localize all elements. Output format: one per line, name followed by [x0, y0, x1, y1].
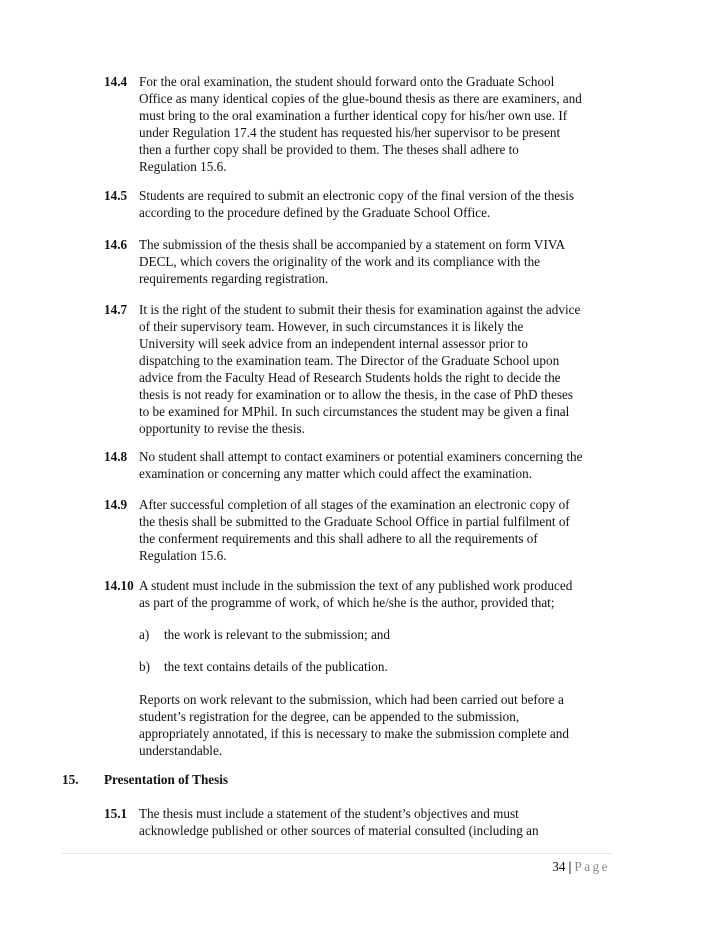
- list-item-text: the work is relevant to the submission; and: [164, 627, 390, 642]
- clause-line: Office as many identical copies of the glue-bound thesis as there are examiners, and: [139, 91, 582, 106]
- clause-line: under Regulation 17.4 the student has requested his/her supervisor to be present: [139, 125, 561, 140]
- list-marker: b): [139, 659, 150, 674]
- clause-line: No student shall attempt to contact examiners or potential examiners concerning the: [139, 449, 583, 464]
- clause-line: the conferment requirements and this shall adhere to all the requirements of: [139, 531, 538, 546]
- clause-number: 14.7: [104, 302, 128, 317]
- clause-line: must bring to the oral examination a further identical copy for his/her own use. If: [139, 108, 568, 123]
- section-title: Presentation of Thesis: [104, 772, 229, 787]
- clause-14-4: [104, 73, 624, 175]
- clause-number: 14.9: [104, 497, 128, 512]
- clause-line: the thesis shall be submitted to the Graduate School Office in partial fulfilment of: [139, 514, 570, 529]
- clause-number: 14.4: [104, 74, 128, 89]
- clause-line: DECL, which covers the originality of the work and its compliance with the: [139, 254, 541, 269]
- clause-line: requirements regarding registration.: [139, 271, 329, 286]
- clause-line: opportunity to revise the thesis.: [139, 421, 305, 436]
- clause-number: 15.1: [104, 806, 128, 821]
- footer-divider: [62, 853, 612, 854]
- clause-line: thesis is not ready for examination or to allow the thesis, in the case of PhD theses: [139, 387, 573, 402]
- clause-line: advice from the Faculty Head of Research Students holds the right to decide the: [139, 370, 561, 385]
- clause-line: The submission of the thesis shall be accompanied by a statement on form VIVA: [139, 237, 566, 252]
- clause-14-5: [104, 187, 624, 221]
- clause-number: 14.8: [104, 449, 128, 464]
- section-number: 15.: [62, 772, 79, 787]
- clause-14-7: [104, 301, 624, 437]
- list-marker: a): [139, 627, 150, 642]
- clause-number: 14.6: [104, 237, 128, 252]
- page-number: 34: [552, 859, 566, 874]
- paragraph-line: appropriately annotated, if this is necessary to make the submission complete and: [139, 726, 569, 741]
- clause-line: of their supervisory team. However, in such circumstances it is likely the: [139, 319, 524, 334]
- clause-line: Students are required to submit an electronic copy of the final version of the thesis: [139, 188, 575, 203]
- clause-line: dispatching to the examination team. The Director of the Graduate School upon: [139, 353, 560, 368]
- clause-number: 14.10: [104, 578, 134, 593]
- clause-14-6: [104, 236, 624, 287]
- paragraph-line: understandable.: [139, 743, 223, 758]
- paragraph-line: student’s registration for the degree, can be appended to the submission,: [139, 709, 520, 724]
- list-item: [139, 626, 390, 643]
- clause-line: Regulation 15.6.: [139, 159, 227, 174]
- clause-line: as part of the programme of work, of which he/she is the author, provided that;: [139, 595, 555, 610]
- clause-line: After successful completion of all stages of the examination an electronic copy of: [139, 497, 570, 512]
- section-heading: [62, 771, 228, 788]
- list-item-text: the text contains details of the publication.: [164, 659, 388, 674]
- paragraph-line: Reports on work relevant to the submission, which had been carried out before a: [139, 692, 564, 707]
- page-footer: [552, 858, 610, 875]
- footer-separator: |: [568, 859, 572, 874]
- clause-line: according to the procedure defined by the Graduate School Office.: [139, 205, 491, 220]
- clause-line: Regulation 15.6.: [139, 548, 227, 563]
- list-item: [139, 658, 388, 675]
- page-label: Page: [574, 859, 610, 874]
- clause-line: It is the right of the student to submit their thesis for examination against the advice: [139, 302, 581, 317]
- clause-line: then a further copy shall be provided to them. The theses shall adhere to: [139, 142, 519, 157]
- clause-14-10: [104, 577, 624, 611]
- clause-15-1: [104, 805, 624, 839]
- reports-paragraph: [139, 691, 624, 759]
- clause-line: to be examined for MPhil. In such circumstances the student may be given a final: [139, 404, 570, 419]
- clause-number: 14.5: [104, 188, 128, 203]
- clause-line: The thesis must include a statement of the student’s objectives and must: [139, 806, 519, 821]
- clause-line: A student must include in the submission the text of any published work produced: [139, 578, 573, 593]
- clause-line: acknowledge published or other sources of material consulted (including an: [139, 823, 539, 838]
- clause-line: For the oral examination, the student should forward onto the Graduate School: [139, 74, 555, 89]
- clause-line: University will seek advice from an independent internal assessor prior to: [139, 336, 528, 351]
- clause-14-8: [104, 448, 624, 482]
- clause-line: examination or concerning any matter which could affect the examination.: [139, 466, 533, 481]
- clause-14-9: [104, 496, 624, 564]
